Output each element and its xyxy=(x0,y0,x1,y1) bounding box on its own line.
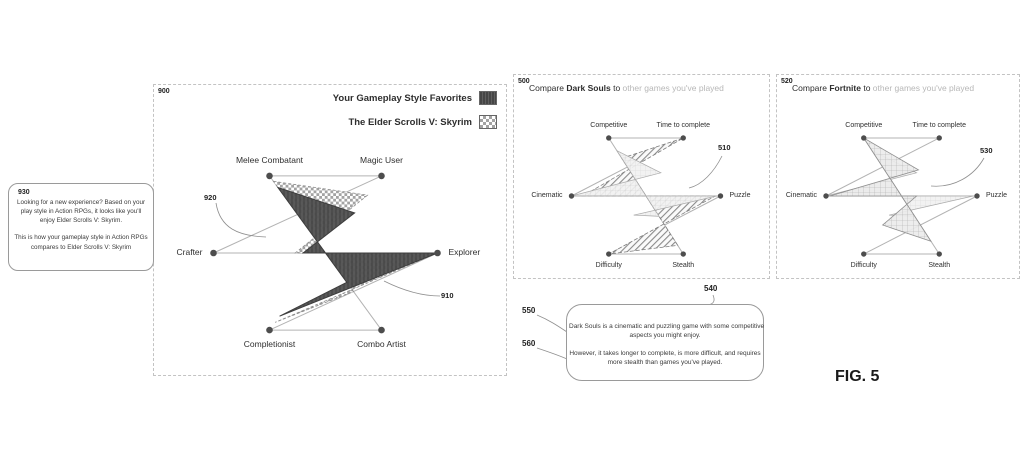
text-line: aspects you might enjoy. xyxy=(629,332,701,340)
ref-label-540: 540 xyxy=(704,284,718,293)
leader-line-530 xyxy=(931,158,984,186)
axis-label-time-to-complete: Time to complete xyxy=(656,121,710,129)
vertex-dot-cinematic xyxy=(569,193,574,198)
legend-label-skyrim: The Elder Scrolls V: Skyrim xyxy=(348,116,472,128)
vertex-dot-puzzle xyxy=(718,193,723,198)
radar-chart-500 xyxy=(569,135,723,256)
text-line: Dark Souls is a cinematic and puzzling game with some competitive xyxy=(569,323,765,330)
ref-label-560: 560 xyxy=(522,339,536,348)
vertex-dot-difficulty xyxy=(606,251,611,256)
axis-label-cinematic: Cinematic xyxy=(531,191,563,199)
legend-label-favorites: Your Gameplay Style Favorites xyxy=(332,92,472,104)
text-line: more stealth than games you've played. xyxy=(607,359,723,367)
axis-label-puzzle: Puzzle xyxy=(729,191,751,199)
vertex-dot-crafter xyxy=(210,250,217,257)
vertex-dot-time-to-complete xyxy=(681,135,686,140)
figure-number: FIG. 5 xyxy=(835,368,880,385)
axis-label-competitive: Competitive xyxy=(590,121,628,129)
note-paragraph xyxy=(11,198,151,225)
vertex-dot-explorer xyxy=(434,250,441,257)
vertex-dot-stealth xyxy=(937,251,942,256)
note-paragraph xyxy=(569,322,765,341)
vertex-dot-difficulty xyxy=(861,251,866,256)
callout-ref-920: 920 xyxy=(204,193,217,202)
text-line: enjoy Elder Scrolls V: Skyrim. xyxy=(39,217,123,225)
text-line: play style in Action RPGs, it looks like you'll xyxy=(20,208,142,216)
note-summary xyxy=(566,304,764,381)
text-line: Looking for a new experience? Based on your xyxy=(16,199,146,206)
vertex-dot-cinematic xyxy=(823,193,828,198)
title-game-name: Fortnite xyxy=(829,83,861,93)
title-muted: other games you've played xyxy=(872,83,975,93)
text-line: However, it takes longer to complete, is more difficult, and requires xyxy=(569,349,761,357)
axis-label-stealth: Stealth xyxy=(672,262,695,270)
axis-label-completionist: Completionist xyxy=(243,339,296,350)
series-fortnite xyxy=(830,138,931,241)
callout-ref-530: 530 xyxy=(980,146,993,155)
vertex-dot-puzzle xyxy=(974,193,979,198)
leader-line-510 xyxy=(689,156,722,188)
vertex-dot-combo-artist xyxy=(378,327,385,334)
vertex-dot-time-to-complete xyxy=(937,135,942,140)
title-mid: to xyxy=(860,83,873,93)
vertex-dot-competitive xyxy=(861,135,866,140)
axis-label-puzzle: Puzzle xyxy=(986,191,1008,199)
vertex-dot-stealth xyxy=(681,251,686,256)
ref-label-930: 930 xyxy=(18,189,30,196)
axis-label-magic-user: Magic User xyxy=(360,155,403,166)
vertex-dot-magic-user xyxy=(378,173,385,180)
axis-label-cinematic: Cinematic xyxy=(785,191,817,199)
vertex-dot-melee-combatant xyxy=(266,173,273,180)
note-recommendation xyxy=(8,183,154,271)
axis-label-stealth: Stealth xyxy=(928,262,951,270)
vertex-dot-completionist xyxy=(266,327,273,334)
ref-label-500: 500 xyxy=(518,78,530,85)
axis-label-explorer: Explorer xyxy=(448,247,481,258)
axis-label-difficulty: Difficulty xyxy=(595,262,622,270)
title-prefix: Compare xyxy=(792,83,830,93)
axis-label-crafter: Crafter xyxy=(176,247,203,258)
vertex-dot-competitive xyxy=(606,135,611,140)
axis-label-competitive: Competitive xyxy=(845,121,883,129)
text-line: This is how your gameplay style in Action RPGs xyxy=(14,234,148,242)
note-paragraph xyxy=(569,349,761,368)
callout-ref-510: 510 xyxy=(718,143,731,152)
title-muted: other games you've played xyxy=(622,83,724,93)
title-prefix: Compare xyxy=(529,83,567,93)
axis-label-time-to-complete: Time to complete xyxy=(912,121,966,129)
title-game-name: Dark Souls xyxy=(566,83,611,93)
axis-label-difficulty: Difficulty xyxy=(850,262,877,270)
ref-label-550: 550 xyxy=(522,306,536,315)
radar-chart-900 xyxy=(210,173,441,334)
leader-line-560 xyxy=(537,348,567,359)
title-mid: to xyxy=(610,83,623,93)
axis-label-combo-artist: Combo Artist xyxy=(357,339,406,350)
radar-chart-520 xyxy=(823,135,984,256)
leader-line-550 xyxy=(537,315,567,332)
text-line: compares to Elder Scrolls V: Skyrim xyxy=(30,243,132,251)
note-paragraph xyxy=(11,233,151,251)
callout-ref-910: 910 xyxy=(441,291,454,300)
ref-label-900: 900 xyxy=(158,88,170,95)
leader-line-910 xyxy=(384,281,440,296)
axis-label-melee-combatant: Melee Combatant xyxy=(235,155,304,166)
ref-label-520: 520 xyxy=(781,78,793,85)
